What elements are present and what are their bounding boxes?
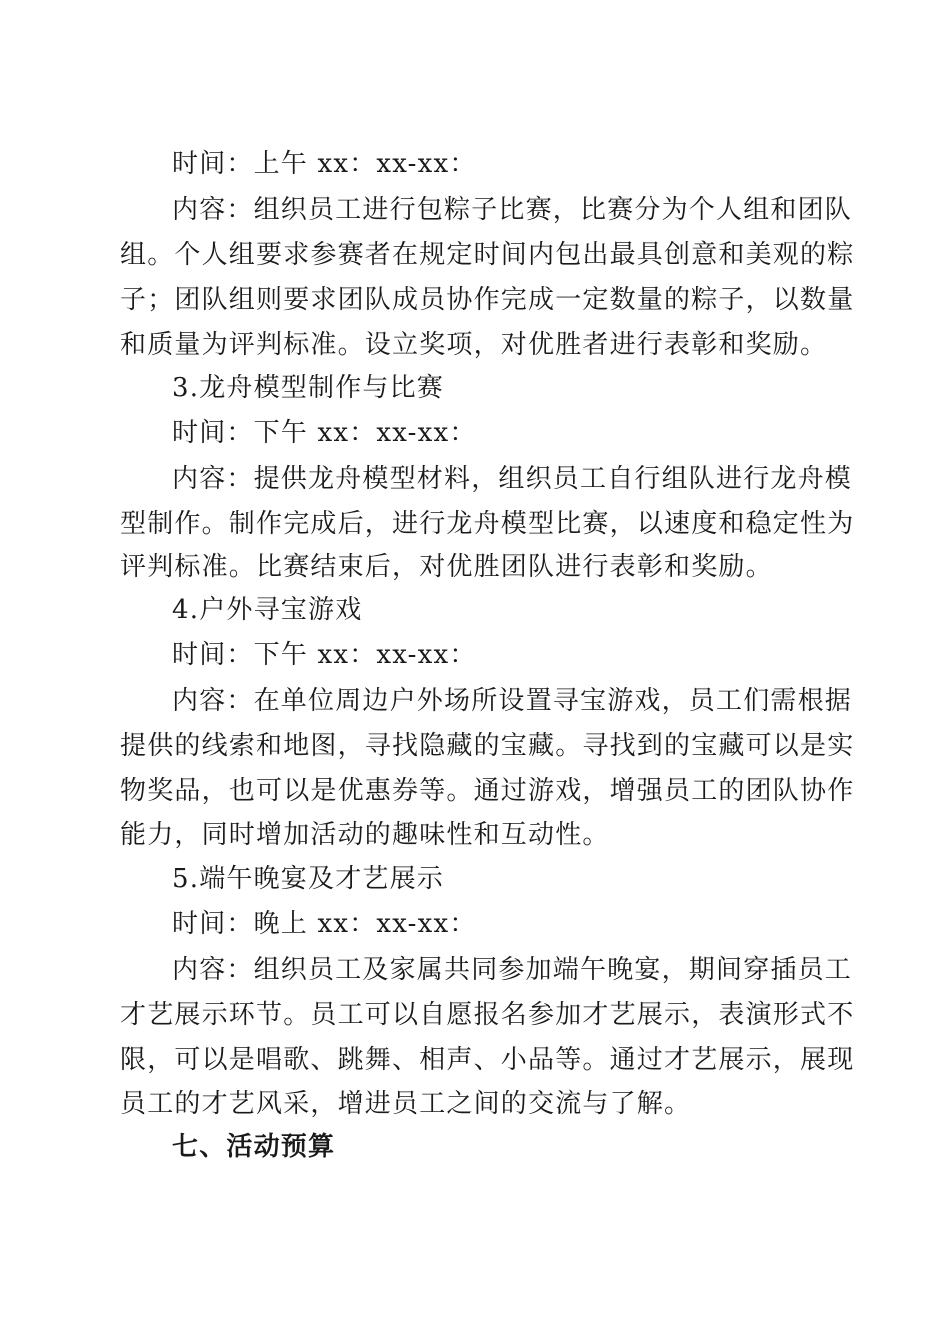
content-line: 才艺展示环节。员工可以自愿报名参加才艺展示，表演形式不 [120, 1000, 855, 1030]
item-title: 4.户外寻宝游戏 [172, 595, 363, 625]
content-line: 内容：在单位周边户外场所设置寻宝游戏，员工们需根据 [172, 686, 853, 716]
item-title: 3.龙舟模型制作与比赛 [172, 373, 445, 403]
content-line: 员工的才艺风采，增进员工之间的交流与了解。 [120, 1089, 692, 1119]
time-line: 时间：下午 xx：xx-xx： [172, 640, 477, 670]
content-line: 提供的线索和地图，寻找隐藏的宝藏。寻找到的宝藏可以是实 [120, 731, 855, 761]
content-line: 内容：提供龙舟模型材料，组织员工自行组队进行龙舟模 [172, 464, 853, 494]
content-line: 组。个人组要求参赛者在规定时间内包出最具创意和美观的粽 [120, 240, 855, 270]
content-line: 内容：组织员工及家属共同参加端午晚宴，期间穿插员工 [172, 955, 853, 985]
content-line: 子；团队组则要求团队成员协作完成一定数量的粽子，以数量 [120, 285, 855, 315]
content-line: 评判标准。比赛结束后，对优胜团队进行表彰和奖励。 [120, 552, 773, 582]
content-line: 型制作。制作完成后，进行龙舟模型比赛，以速度和稳定性为 [120, 509, 855, 539]
time-line: 时间：上午 xx：xx-xx： [172, 149, 477, 179]
content-line: 能力，同时增加活动的趣味性和互动性。 [120, 820, 610, 850]
section-heading: 七、活动预算 [172, 1132, 336, 1162]
time-line: 时间：下午 xx：xx-xx： [172, 418, 477, 448]
content-line: 物奖品，也可以是优惠券等。通过游戏，增强员工的团队协作 [120, 776, 855, 806]
time-line: 时间：晚上 xx：xx-xx： [172, 909, 477, 939]
content-line: 限，可以是唱歌、跳舞、相声、小品等。通过才艺展示，展现 [120, 1045, 855, 1075]
content-line: 内容：组织员工进行包粽子比赛，比赛分为个人组和团队 [172, 195, 853, 225]
content-line: 和质量为评判标准。设立奖项，对优胜者进行表彰和奖励。 [120, 330, 828, 360]
item-title: 5.端午晚宴及才艺展示 [172, 864, 445, 894]
